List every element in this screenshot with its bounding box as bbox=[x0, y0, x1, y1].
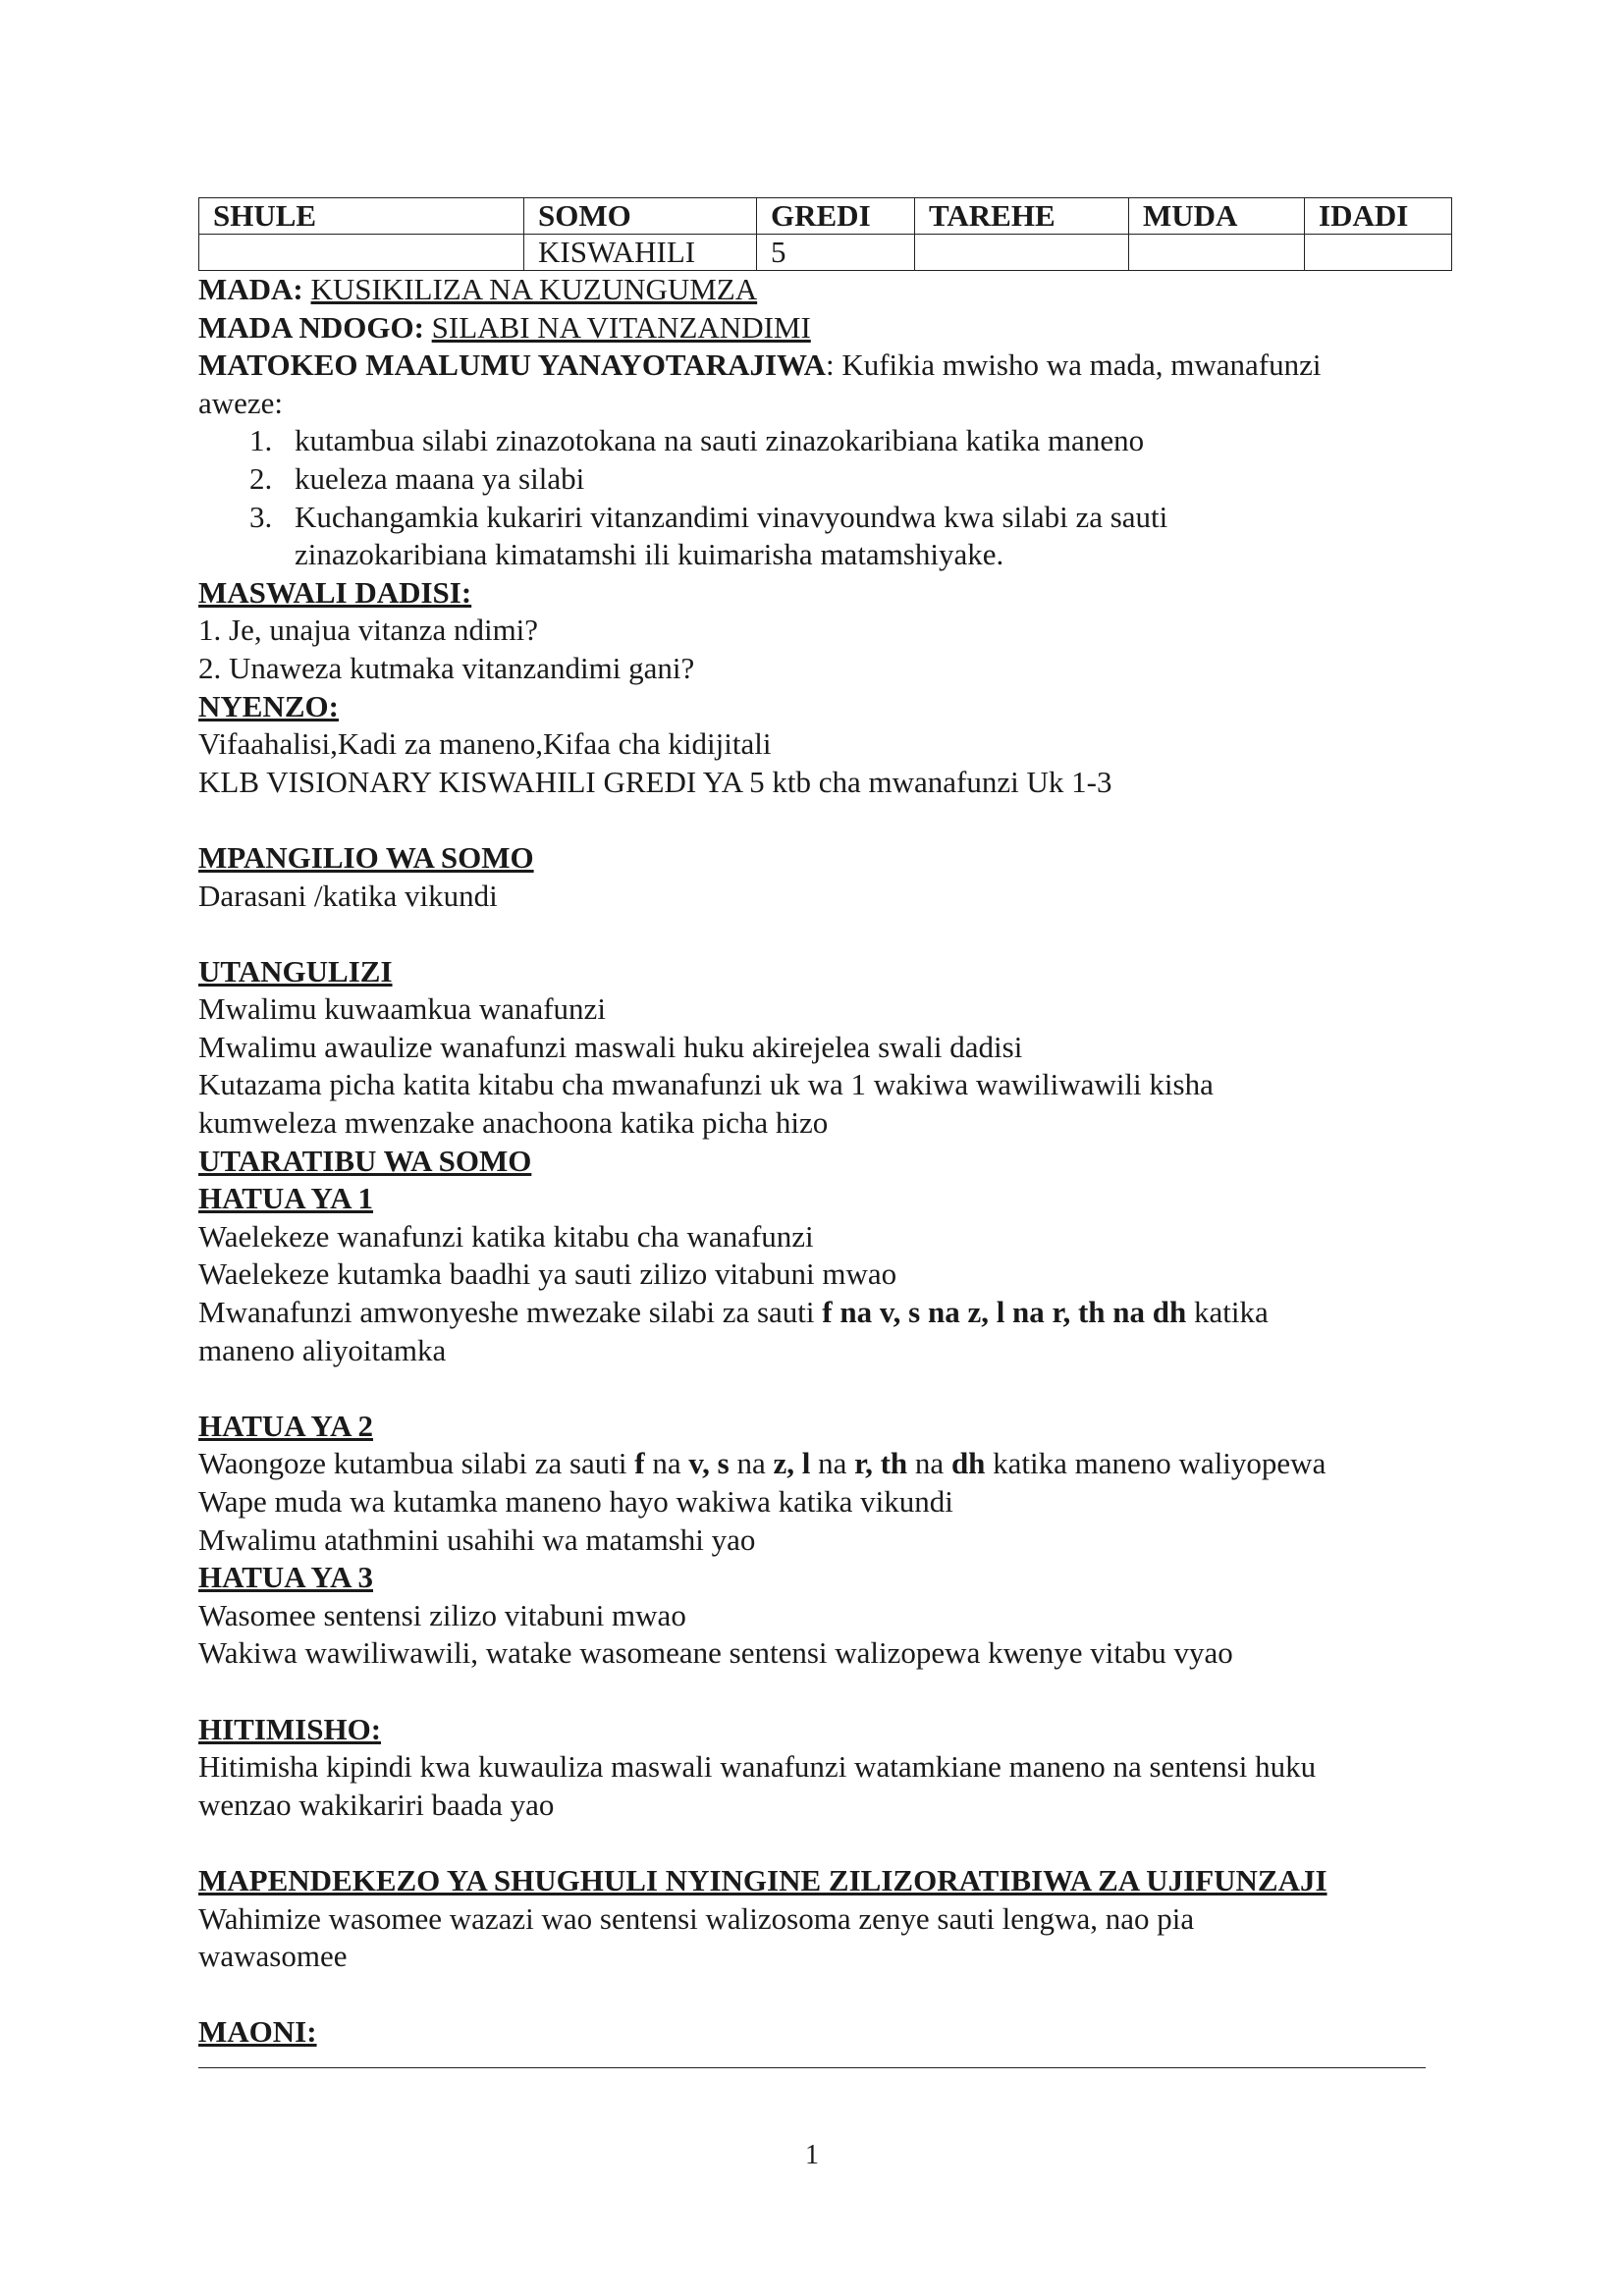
value-row bbox=[199, 235, 1452, 271]
value-cell-shule bbox=[199, 235, 524, 271]
maoni-answer-line bbox=[198, 2067, 1426, 2068]
nyenzo-line: KLB VISIONARY KISWAHILI GREDI YA 5 ktb cha mwanafunzi Uk 1-3 bbox=[198, 764, 1112, 799]
hatua1-line3-suffix: katika bbox=[1186, 1295, 1269, 1330]
hitimisho-line: Hitimisha kipindi kwa kuwauliza maswali wanafunzi watamkiane maneno na sentensi huku bbox=[198, 1749, 1317, 1785]
list-item-text: Kuchangamkia kukariri vitanzandimi vinavyoundwa kwa silabi za sauti bbox=[295, 499, 1168, 534]
mapendekezo-heading: MAPENDEKEZO YA SHUGHULI NYINGINE ZILIZORATIBIWA ZA UJIFUNZAJI bbox=[198, 1862, 1327, 1897]
hatua2-line1-segment: l bbox=[801, 1446, 811, 1481]
hatua2-line1-segment: r, bbox=[854, 1446, 873, 1481]
maswali-line: 2. Unaweza kutmaka vitanzandimi gani? bbox=[198, 650, 695, 685]
value-cell-somo: KISWAHILI bbox=[524, 235, 757, 271]
hatua2-line1-segment bbox=[710, 1446, 718, 1480]
hitimisho-line: wenzao wakikariri baada yao bbox=[198, 1787, 555, 1822]
utangulizi-heading: UTANGULIZI bbox=[198, 953, 393, 988]
list-item-text: kutambua silabi zinazotokana na sauti zinazokaribiana katika maneno bbox=[295, 423, 1145, 458]
hatua2-line1-segment: Waongoze kutambua silabi za sauti bbox=[198, 1446, 635, 1481]
hatua2-line1-segment: v, bbox=[688, 1446, 710, 1481]
utangulizi-line: Mwalimu awaulize wanafunzi maswali huku akirejelea swali dadisi bbox=[198, 1029, 1023, 1064]
hatua1-heading: HATUA YA 1 bbox=[198, 1181, 374, 1216]
list-item-continuation: zinazokaribiana kimatamshi ili kuimarisha matamshiyake. bbox=[295, 537, 1004, 572]
mpangilio-heading: MPANGILIO WA SOMO bbox=[198, 839, 534, 875]
list-item-text: kueleza maana ya silabi bbox=[295, 460, 585, 496]
mada-value: KUSIKILIZA NA KUZUNGUMZA bbox=[310, 272, 758, 306]
hatua1-line bbox=[198, 1294, 1451, 1332]
header-cell-shule: SHULE bbox=[199, 198, 524, 235]
list-number: 1. bbox=[249, 423, 273, 458]
mapendekezo-line: Wahimize wasomee wazazi wao sentensi walizosoma zenye sauti lengwa, nao pia bbox=[198, 1900, 1195, 1936]
header-cell-muda: MUDA bbox=[1129, 198, 1305, 235]
maswali-line: 1. Je, unajua vitanza ndimi? bbox=[198, 613, 539, 648]
hatua2-line1-segment: s bbox=[717, 1446, 730, 1481]
lesson-header-table bbox=[198, 197, 1452, 271]
mada-ndogo-line bbox=[198, 309, 1451, 347]
mada-line bbox=[198, 271, 1451, 309]
hatua3-line: Wasomee sentensi zilizo vitabuni mwao bbox=[198, 1597, 686, 1632]
hatua2-line1-segment: z, bbox=[773, 1446, 795, 1481]
list-number: 3. bbox=[249, 499, 273, 534]
matokeo-intro-line2: aweze: bbox=[198, 385, 284, 420]
hatua2-line1-segment: katika maneno waliyopewa bbox=[985, 1446, 1326, 1481]
hatua1-line: maneno aliyoitamka bbox=[198, 1332, 447, 1367]
hatua2-line1-segment: na bbox=[729, 1446, 774, 1481]
hitimisho-heading: HITIMISHO: bbox=[198, 1711, 382, 1746]
value-cell-muda bbox=[1129, 235, 1305, 271]
hatua2-line: Wape muda wa kutamka maneno hayo wakiwa katika vikundi bbox=[198, 1484, 953, 1519]
mapendekezo-line: wawasomee bbox=[198, 1939, 348, 1974]
matokeo-list bbox=[198, 422, 1451, 573]
hatua2-line: Mwalimu atathmini usahihi wa matamshi yao bbox=[198, 1522, 756, 1557]
value-cell-gredi: 5 bbox=[757, 235, 915, 271]
value-cell-idadi bbox=[1305, 235, 1452, 271]
list-item bbox=[198, 460, 1451, 499]
hatua2-line1-segment: th bbox=[880, 1446, 908, 1481]
nyenzo-heading: NYENZO: bbox=[198, 688, 339, 723]
page-number: 1 bbox=[805, 2140, 819, 2170]
hatua1-line: Waelekeze wanafunzi katika kitabu cha wanafunzi bbox=[198, 1218, 814, 1254]
hatua2-line1-segment bbox=[873, 1446, 881, 1480]
mada-label: MADA: bbox=[198, 272, 303, 306]
hatua1-line: Waelekeze kutamka baadhi ya sauti zilizo vitabuni mwao bbox=[198, 1256, 897, 1292]
hatua1-line3-prefix: Mwanafunzi amwonyeshe mwezake silabi za sauti bbox=[198, 1295, 823, 1330]
list-item bbox=[198, 499, 1451, 537]
hatua2-line1-segment: dh bbox=[950, 1446, 986, 1481]
utangulizi-line: Kutazama picha katita kitabu cha mwanafunzi uk wa 1 wakiwa wawiliwawili kisha bbox=[198, 1067, 1214, 1102]
value-cell-tarehe bbox=[915, 235, 1129, 271]
hatua2-line1-segment: na bbox=[907, 1446, 951, 1481]
list-item bbox=[198, 422, 1451, 460]
header-cell-somo: SOMO bbox=[524, 198, 757, 235]
matokeo-line bbox=[198, 347, 1451, 385]
utangulizi-line: Mwalimu kuwaamkua wanafunzi bbox=[198, 991, 606, 1027]
utaratibu-heading: UTARATIBU WA SOMO bbox=[198, 1143, 532, 1178]
header-row bbox=[199, 198, 1452, 235]
lesson-plan-page bbox=[198, 197, 1451, 2068]
maoni-heading: MAONI: bbox=[198, 2014, 317, 2050]
hatua3-line: Wakiwa wawiliwawili, watake wasomeane sentensi walizopewa kwenye vitabu vyao bbox=[198, 1635, 1233, 1671]
list-number: 2. bbox=[249, 460, 273, 496]
nyenzo-line: Vifaahalisi,Kadi za maneno,Kifaa cha kidijitali bbox=[198, 726, 772, 762]
utangulizi-line: kumweleza mwenzake anachoona katika picha hizo bbox=[198, 1105, 829, 1141]
maswali-heading: MASWALI DADISI: bbox=[198, 574, 472, 610]
hatua2-line1-segment: na bbox=[810, 1446, 855, 1481]
header-cell-gredi: GREDI bbox=[757, 198, 915, 235]
hatua2-line1-segment: f bbox=[634, 1446, 645, 1481]
hatua2-heading: HATUA YA 2 bbox=[198, 1408, 374, 1443]
hatua2-line1-segment: na bbox=[644, 1446, 689, 1481]
matokeo-label: MATOKEO MAALUMU YANAYOTARAJIWA bbox=[198, 347, 826, 383]
hatua3-heading: HATUA YA 3 bbox=[198, 1560, 374, 1595]
header-cell-tarehe: TAREHE bbox=[915, 198, 1129, 235]
mada-ndogo-value: SILABI NA VITANZANDIMI bbox=[431, 309, 811, 345]
mada-ndogo-label: MADA NDOGO: bbox=[198, 309, 424, 345]
matokeo-intro: : Kufikia mwisho wa mada, mwanafunzi bbox=[825, 347, 1322, 383]
hatua2-line1-segment bbox=[794, 1446, 802, 1480]
hatua2-line bbox=[198, 1445, 1451, 1483]
hatua1-line3-bold: f na v, s na z, l na r, th na dh bbox=[822, 1295, 1187, 1330]
header-cell-idadi: IDADI bbox=[1305, 198, 1452, 235]
mpangilio-line: Darasani /katika vikundi bbox=[198, 878, 498, 913]
